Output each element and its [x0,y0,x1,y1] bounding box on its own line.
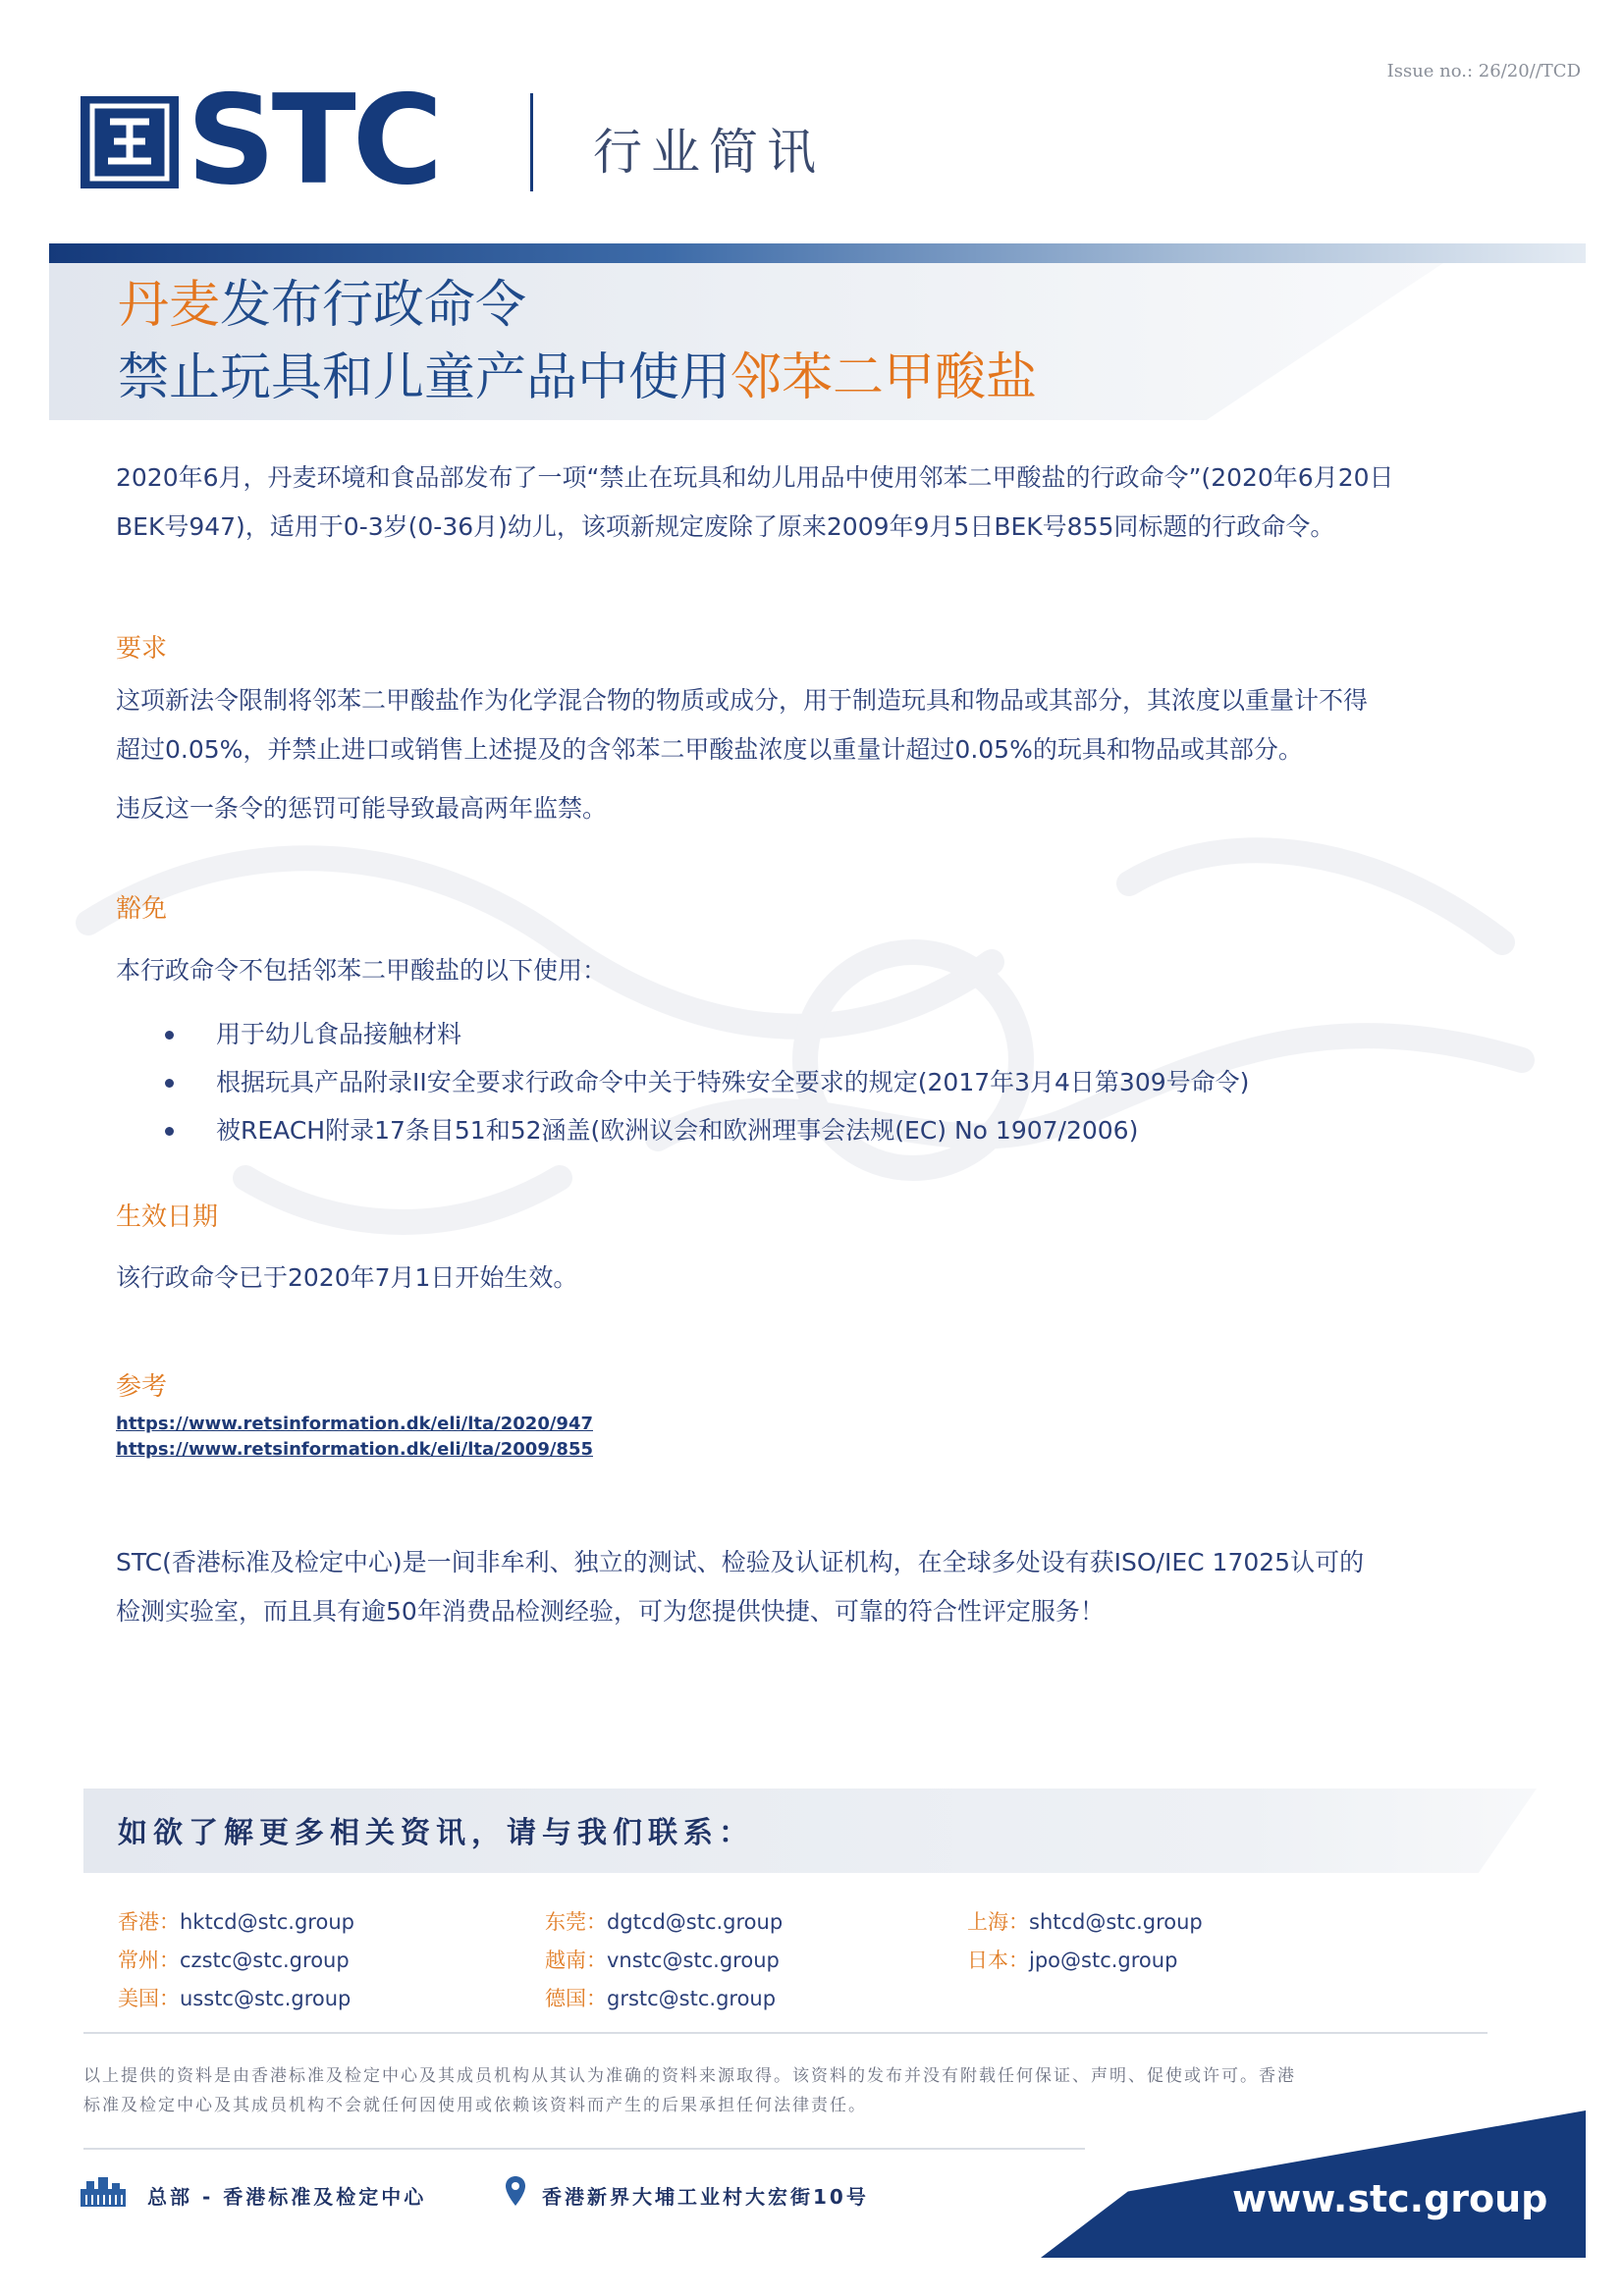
contact-city: 常州： [118,1949,180,1972]
contact-japan [967,1945,1177,1974]
bullet-icon [165,1079,174,1088]
footer-headquarters: 总部 - 香港标准及检定中心 [147,2185,427,2209]
requirements-line-2: 超过0.05%，并禁止进口或销售上述提及的含邻苯二甲酸盐浓度以重量计超过0.05%的玩具和物品或其部分。 [116,735,1303,764]
contact-city: 日本： [967,1949,1029,1972]
contact-city: 东莞： [545,1910,607,1934]
requirements-paragraph [116,676,1530,774]
contact-email-link[interactable]: jpo@stc.group [1029,1949,1178,1972]
disclaimer-line-1: 以上提供的资料是由香港标准及检定中心及其成员机构从其认为准确的资料来源取得。该资料的发布并没有附载任何保证、声明、促使或许可。香港 [83,2066,1296,2086]
exemptions-heading: 豁免 [116,894,168,924]
contact-city: 越南： [545,1949,607,1972]
contact-usa [118,1983,351,2012]
contact-email-link[interactable]: shtcd@stc.group [1029,1910,1203,1934]
disclaimer [83,2061,1478,2120]
contact-dongguan [545,1906,783,1936]
references-heading: 参考 [116,1372,168,1402]
reference-link-2020-947[interactable]: https://www.retsinformation.dk/eli/lta/2020/947 [116,1414,593,1434]
page-title-line-2 [118,346,1037,410]
contact-email-link[interactable]: grstc@stc.group [607,1987,777,2010]
footer-divider [83,2148,1085,2150]
page-title-line-1 [118,273,526,338]
contact-email-link[interactable]: czstc@stc.group [180,1949,350,1972]
title-highlight-phthalates: 邻苯二甲酸盐 [730,348,1038,407]
effective-date-text: 该行政命令已于2020年7月1日开始生效。 [116,1263,578,1292]
bullet-icon [165,1127,174,1136]
contact-shanghai [967,1906,1203,1936]
contact-city: 美国： [118,1987,180,2010]
contact-germany [545,1983,776,2012]
website-link[interactable]: www.stc.group [1232,2177,1548,2220]
title-line-1-text: 发布行政命令 [220,276,527,335]
exemption-item-text: 根据玩具产品附录II安全要求行政命令中关于特殊安全要求的规定(2017年3月4日第309号命令) [216,1068,1250,1096]
contact-email-link[interactable]: dgtcd@stc.group [607,1910,784,1934]
requirements-line-1: 这项新法令限制将邻苯二甲酸盐作为化学混合物的物质或成分，用于制造玩具和物品或其部分，其浓度以重量计不得 [116,686,1369,715]
exemption-item-text: 被REACH附录17条目51和52涵盖(欧洲议会和欧洲理事会法规(EC) No 1907/2006) [216,1116,1139,1145]
logo-divider [530,93,533,191]
building-icon [79,2175,128,2209]
stc-logo-text: STC [187,68,440,212]
about-line-1: STC(香港标准及检定中心)是一间非牟利、独立的测试、检验及认证机构，在全球多处设有获ISO/IEC 17025认可的 [116,1548,1365,1576]
issue-number: Issue no.: 26/20//TCD [1386,61,1581,81]
location-pin-icon [505,2175,526,2207]
bullet-icon [165,1031,174,1040]
disclaimer-divider [83,2032,1488,2034]
intro-line-2: BEK号947)，适用于0-3岁(0-36月)幼儿，该项新规定废除了原来2009年9月5日BEK号855同标题的行政命令。 [116,512,1335,541]
contact-email-link[interactable]: vnstc@stc.group [607,1949,780,1972]
title-highlight-denmark: 丹麦 [118,276,221,335]
newsletter-subtitle: 行业简讯 [593,124,825,181]
intro-paragraph [116,454,1530,552]
reference-link-2009-855[interactable]: https://www.retsinformation.dk/eli/lta/2009/855 [116,1439,593,1460]
contact-email-link[interactable]: usstc@stc.group [180,1987,352,2010]
disclaimer-line-2: 标准及检定中心及其成员机构不会就任何因使用或依赖该资料而产生的后果承担任何法律责任。 [83,2096,867,2115]
footer-address: 香港新界大埔工业村大宏街10号 [542,2185,869,2209]
contact-title: 如欲了解更多相关资讯，请与我们联系： [118,1816,754,1850]
contact-changzhou [118,1945,350,1974]
contact-vietnam [545,1945,780,1974]
contact-city: 上海： [967,1910,1029,1934]
contact-city: 香港： [118,1910,180,1934]
about-line-2: 检测实验室，而且具有逾50年消费品检测经验，可为您提供快捷、可靠的符合性评定服务！ [116,1597,1105,1626]
about-paragraph [116,1538,1530,1636]
contact-hongkong [118,1906,354,1936]
exemption-item-text: 用于幼儿食品接触材料 [216,1020,462,1048]
title-line-2-text: 禁止玩具和儿童产品中使用 [118,348,731,407]
contact-email-link[interactable]: hktcd@stc.group [180,1910,354,1934]
contact-city: 德国： [545,1987,607,2010]
title-gradient-bar [49,243,1586,263]
stc-logo-icon [81,96,179,188]
penalty-text: 违反这一条令的惩罚可能导致最高两年监禁。 [116,794,608,823]
requirements-heading: 要求 [116,634,168,664]
exemptions-intro: 本行政命令不包括邻苯二甲酸盐的以下使用： [116,956,608,985]
intro-line-1: 2020年6月，丹麦环境和食品部发布了一项“禁止在玩具和幼儿用品中使用邻苯二甲酸盐的行政命令”(2020年6月20日 [116,463,1394,492]
effective-date-heading: 生效日期 [116,1202,219,1232]
